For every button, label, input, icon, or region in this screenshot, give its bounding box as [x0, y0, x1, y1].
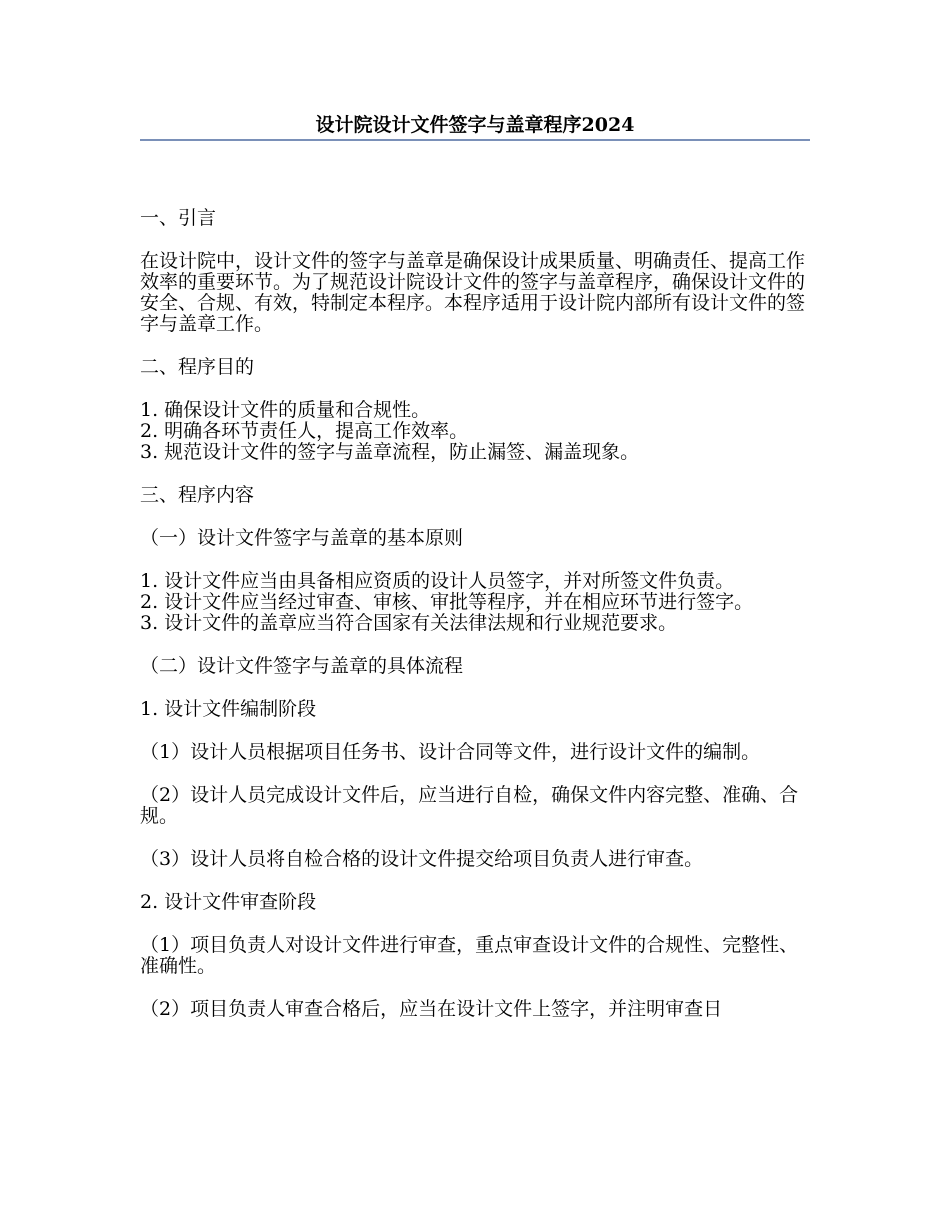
intro-paragraph: 在设计院中，设计文件的签字与盖章是确保设计成果质量、明确责任、提高工作效率的重要环节。为了规范设计院设计文件的签字与盖章程序，确保设计文件的安全、合规、有效，特制定本程序。本程序适用于设计院内部所有设计文件的签字与盖章工作。: [140, 250, 806, 335]
title-underline: [140, 139, 810, 141]
subsection-heading-principles: （一）设计文件签字与盖章的基本原则: [140, 527, 464, 549]
document-body: [140, 208, 810, 1020]
drafting-step-2: （2）设计人员完成设计文件后，应当进行自检，确保文件内容完整、准确、合规。: [140, 784, 799, 827]
document-title: 设计院设计文件签字与盖章程序2024: [315, 114, 635, 136]
section-heading-content: 三、程序内容: [140, 484, 255, 506]
principle-item-3: 3. 设计文件的盖章应当符合国家有关法律法规和行业规范要求。: [140, 612, 678, 634]
subsection-heading-process: （二）设计文件签字与盖章的具体流程: [140, 655, 464, 677]
section-heading-intro: 一、引言: [140, 207, 217, 229]
review-step-1: （1）项目负责人对设计文件进行审查，重点审查设计文件的合规性、完整性、准确性。: [140, 934, 799, 977]
purpose-item-2: 2. 明确各环节责任人，提高工作效率。: [140, 420, 469, 442]
review-step-2: （2）项目负责人审查合格后，应当在设计文件上签字，并注明审查日: [140, 998, 723, 1020]
stage-heading-drafting: 1. 设计文件编制阶段: [140, 698, 317, 720]
principle-item-1: 1. 设计文件应当由具备相应资质的设计人员签字，并对所签文件负责。: [140, 570, 735, 592]
purpose-item-3: 3. 规范设计文件的签字与盖章流程，防止漏签、漏盖现象。: [140, 441, 640, 463]
drafting-step-3: （3）设计人员将自检合格的设计文件提交给项目负责人进行审查。: [140, 848, 704, 870]
section-heading-purpose: 二、程序目的: [140, 356, 255, 378]
stage-heading-review: 2. 设计文件审查阶段: [140, 891, 317, 913]
drafting-step-1: （1）设计人员根据项目任务书、设计合同等文件，进行设计文件的编制。: [140, 741, 761, 763]
purpose-item-1: 1. 确保设计文件的质量和合规性。: [140, 399, 431, 421]
principle-item-2: 2. 设计文件应当经过审查、审核、审批等程序，并在相应环节进行签字。: [140, 591, 754, 613]
